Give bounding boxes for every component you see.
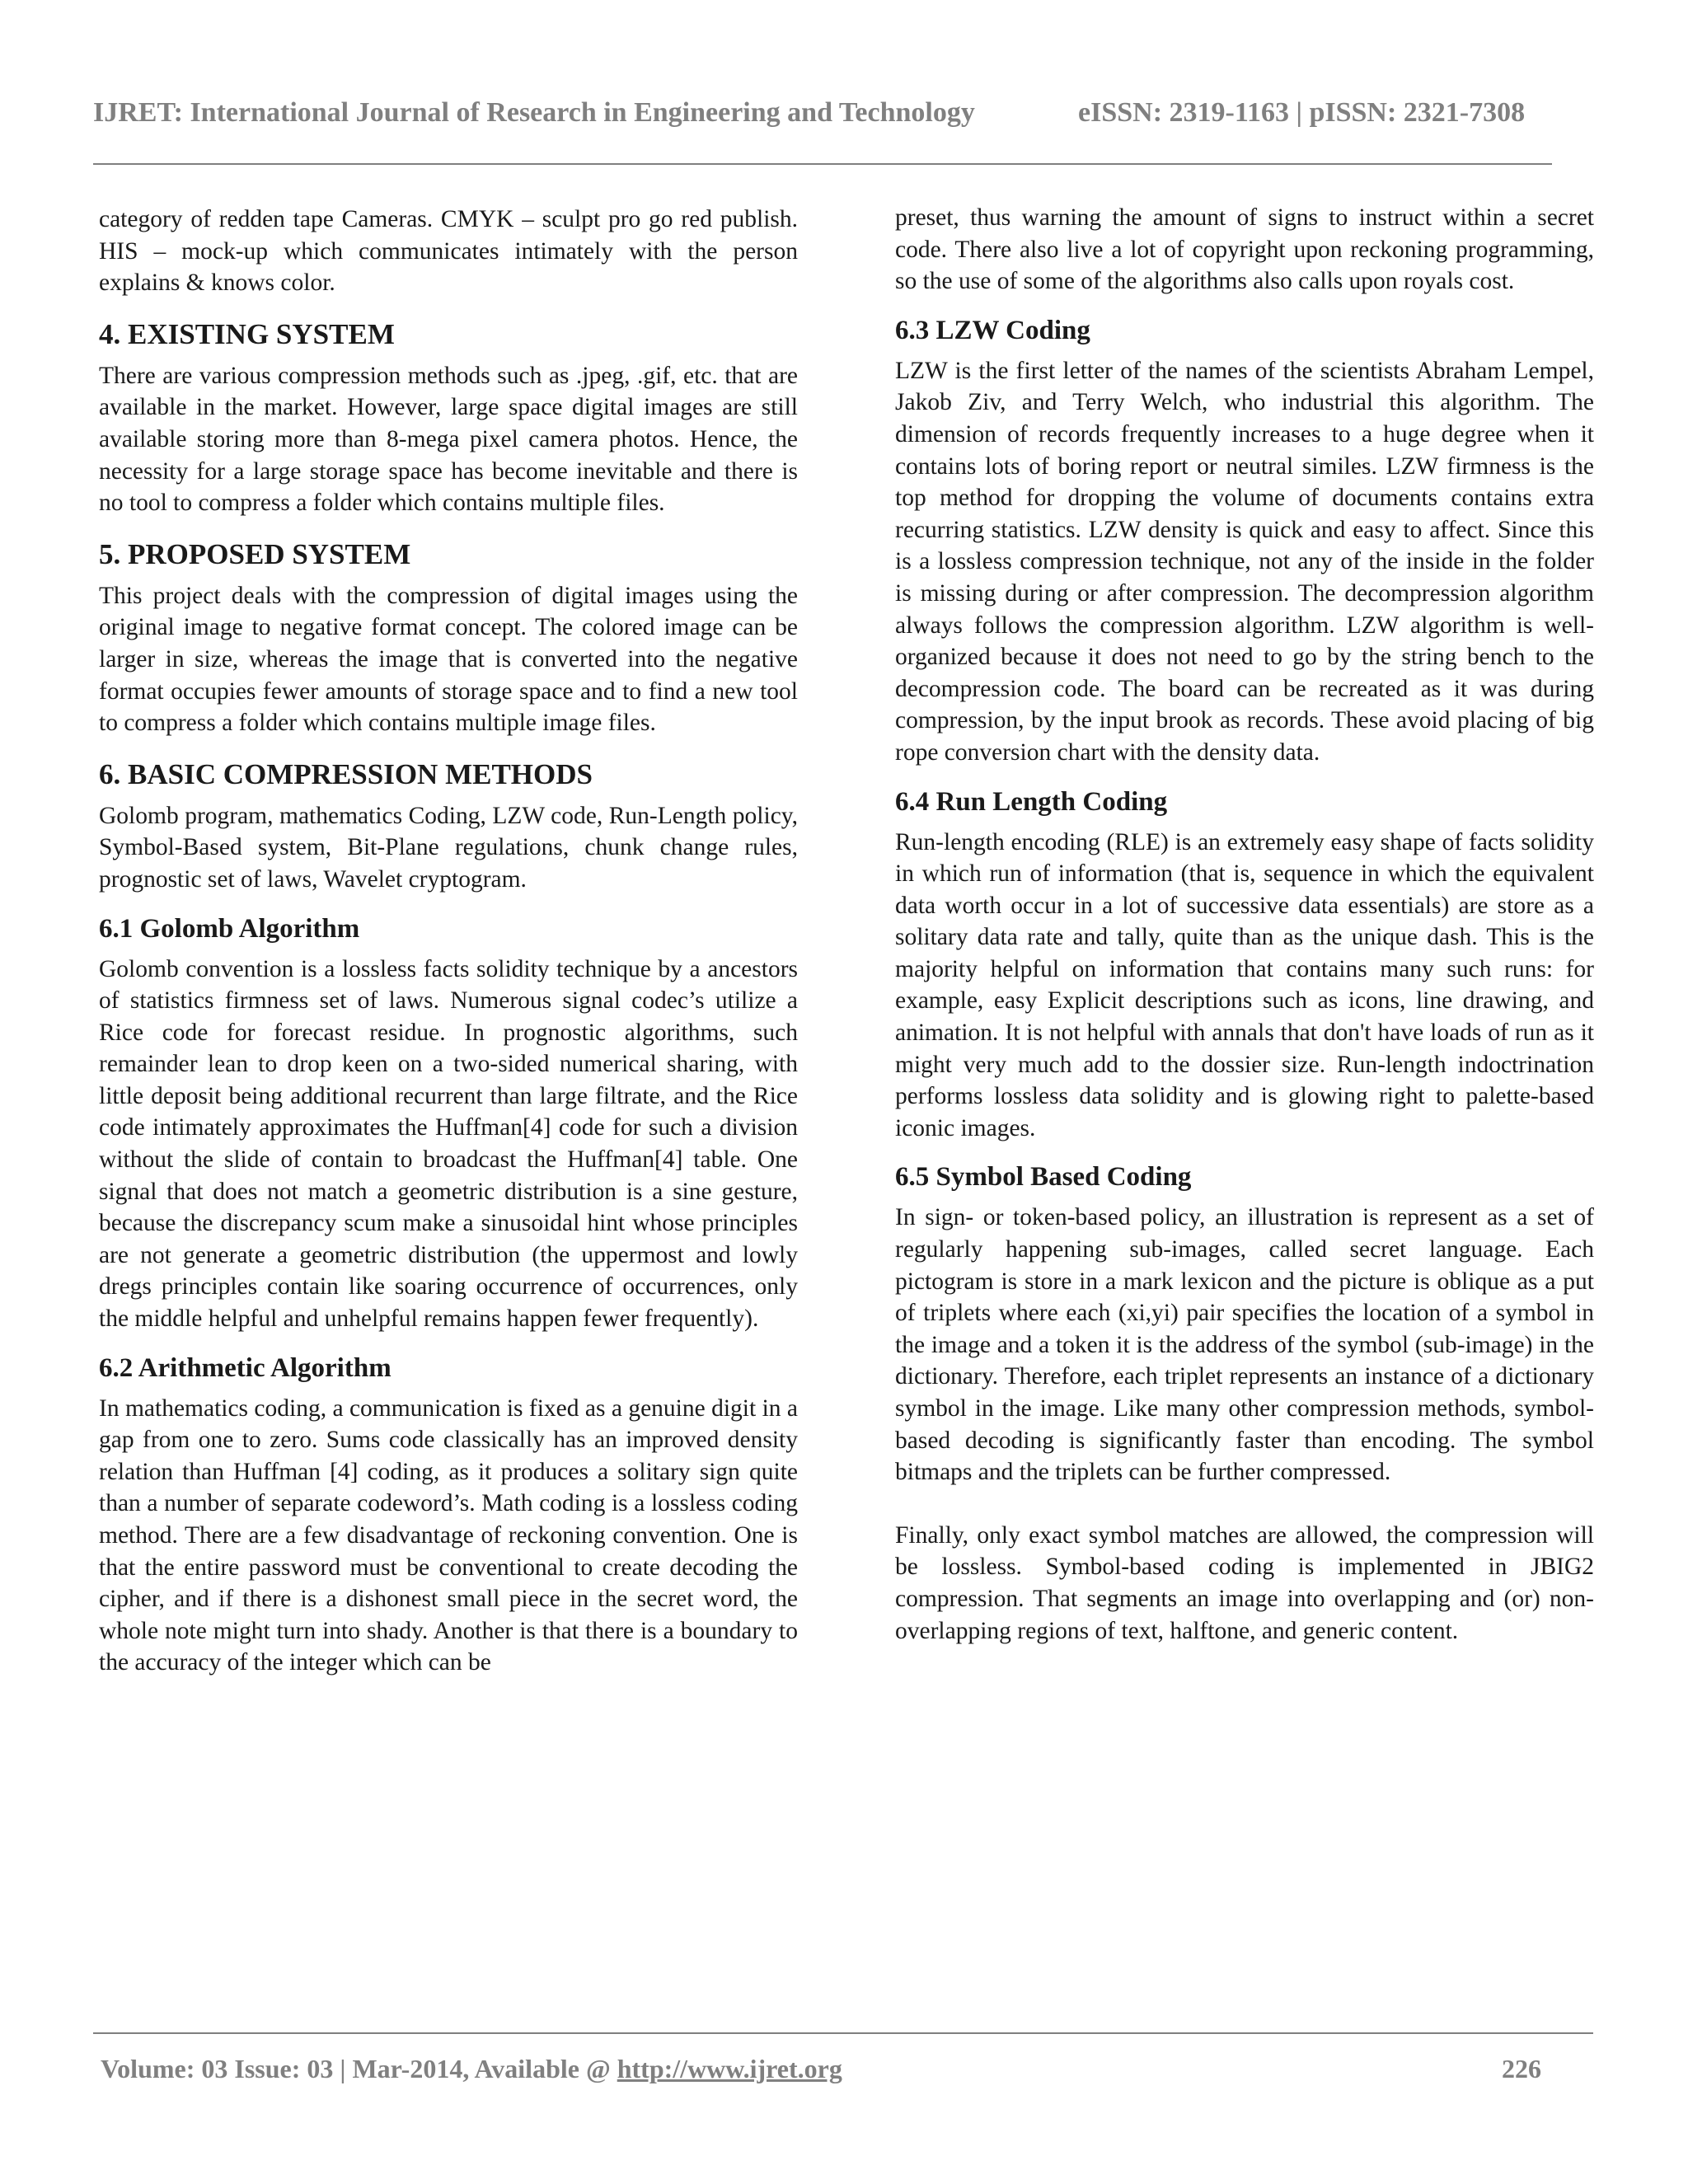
heading-arithmetic: 6.2 Arithmetic Algorithm xyxy=(99,1352,392,1383)
existing-system-paragraph: There are various compression methods such as .jpeg, .gif, etc. that are available in the market. However, large space digital images are still available storing more than 8-mega pixel camera photos. Hence, the necessity for a large storage space has become inevitable and there is no tool to compress a folder which contains multiple files. xyxy=(99,362,798,517)
heading-run-length: 6.4 Run Length Coding xyxy=(895,786,1168,817)
lzw-paragraph: LZW is the first letter of the names of the scientists Abraham Lempel, Jakob Ziv, and Terry Welch, who industrial this algorithm. The dimension of records frequently increases to a huge degree when it contains lots of boring report or neutral similes. LZW firmness is the top method for dropping the volume of documents contains extra recurring statistics. LZW density is quick and easy to affect. Since this is a lossless compression technique, not any of the inside in the folder is missing during or after compression. The decompression algorithm always follows the compression algorithm. LZW algorithm is well-organized because it does not need to go by the string bench to the decompression code. The board can be recreated as it was during compression, by the input brook as records. These avoid placing of big rope conversion chart with the density data. xyxy=(895,357,1594,766)
header-rule xyxy=(93,163,1552,165)
right-column xyxy=(895,202,1594,1647)
heading-lzw: 6.3 LZW Coding xyxy=(895,315,1090,345)
running-header xyxy=(93,97,1540,129)
running-footer xyxy=(101,2054,1547,2084)
issn-info: eISSN: 2319-1163 | pISSN: 2321-7308 xyxy=(1078,97,1526,128)
golomb-paragraph: Golomb convention is a lossless facts solidity technique by a ancestors of statistics firmness set of laws. Numerous signal codec’s utilize a Rice code for forecast residue. In prognostic algorithms, such remainder lean to drop keen on a two-sided numerical sharing, with little deposit being additional recurrent than large filtrate, and the Rice code intimately approximates the Huffman[4] code for such a division without the slide of contain to broadcast the Huffman[4] table. One signal that does not match a geometric distribution is a sine gesture, because the discrepancy scum make a sinusoidal hint whose principles are not generate a geometric distribution (the uppermost and lowly dregs principles contain like soaring occurrence of occurrences, only the middle helpful and unhelpful remains happen fewer frequently). xyxy=(99,955,798,1333)
basic-compression-paragraph: Golomb program, mathematics Coding, LZW code, Run-Length policy, Symbol-Based system, Bit-Plane regulations, chunk change rules, prognostic set of laws, Wavelet cryptogram. xyxy=(99,802,798,893)
journal-title: IJRET: International Journal of Research in Engineering and Technology xyxy=(93,97,975,128)
continued-paragraph: preset, thus warning the amount of signs to instruct within a secret code. There also live a lot of copyright upon reckoning programming, so the use of some of the algorithms also calls upon royals cost. xyxy=(895,204,1594,295)
left-column xyxy=(99,204,798,1679)
heading-basic-compression: 6. BASIC COMPRESSION METHODS xyxy=(99,757,593,790)
heading-existing-system: 4. EXISTING SYSTEM xyxy=(99,317,395,350)
heading-golomb: 6.1 Golomb Algorithm xyxy=(99,913,360,944)
page-number: 226 xyxy=(1502,2054,1541,2083)
heading-proposed-system: 5. PROPOSED SYSTEM xyxy=(99,537,411,570)
volume-info: Volume: 03 Issue: 03 | Mar-2014, Available @ xyxy=(101,2054,617,2083)
journal-link[interactable]: http://www.ijret.org xyxy=(617,2054,842,2083)
intro-paragraph: category of redden tape Cameras. CMYK – sculpt pro go red publish. HIS – mock-up which communicates intimately with the person explains & knows color. xyxy=(99,206,798,297)
final-paragraph: Finally, only exact symbol matches are allowed, the compression will be lossless. Symbol-based coding is implemented in JBIG2 compression. That segments an image into overlapping and (or) non-overlapping regions of text, halftone, and generic content. xyxy=(895,1521,1594,1644)
run-length-paragraph: Run-length encoding (RLE) is an extremely easy shape of facts solidity in which run of information (that is, sequence in which the equivalent data worth occur in a lot of successive data essentials) are store as a solitary data rate and tally, quite than as the unique dash. This is the majority helpful on information that contains many such runs: for example, easy Explicit descriptions such as icons, line drawing, and animation. It is not helpful with annals that don't have loads of run as it might very much add to the dossier size. Run-length indoctrination performs lossless data solidity and is glowing right to palette-based iconic images. xyxy=(895,828,1594,1141)
footer-rule xyxy=(93,2032,1593,2034)
heading-symbol-based: 6.5 Symbol Based Coding xyxy=(895,1162,1192,1193)
arithmetic-paragraph: In mathematics coding, a communication is fixed as a genuine digit in a gap from one to zero. Sums code classically has an improved density relation than Huffman [4] coding, as it produces a solitary sign quite than a number of separate codeword’s. Math coding is a lossless coding method. There are a few disadvantage of reckoning convention. One is that the entire password must be conventional to create decoding the cipher, and if there is a dishonest small piece in the secret word, the whole note might turn into shady. Another is that there is a boundary to the accuracy of the integer which can be xyxy=(99,1394,798,1676)
symbol-based-paragraph: In sign- or token-based policy, an illustration is represent as a set of regularly happening sub-images, called secret language. Each pictogram is store in a mark lexicon and the picture is oblique as a put of triplets where each (xi,yi) pair specifies the location of a symbol in the image and a token it is the address of the symbol (sub-image) in the dictionary. Therefore, each triplet represents an instance of a dictionary symbol in the image. Like many other compression methods, symbol-based decoding is significantly faster than encoding. The symbol bitmaps and the triplets can be further compressed. xyxy=(895,1204,1594,1486)
proposed-system-paragraph: This project deals with the compression of digital images using the original image to negative format concept. The colored image can be larger in size, whereas the image that is converted into the negative format occupies fewer amounts of storage space and to find a new tool to compress a folder which contains multiple image files. xyxy=(99,582,798,737)
